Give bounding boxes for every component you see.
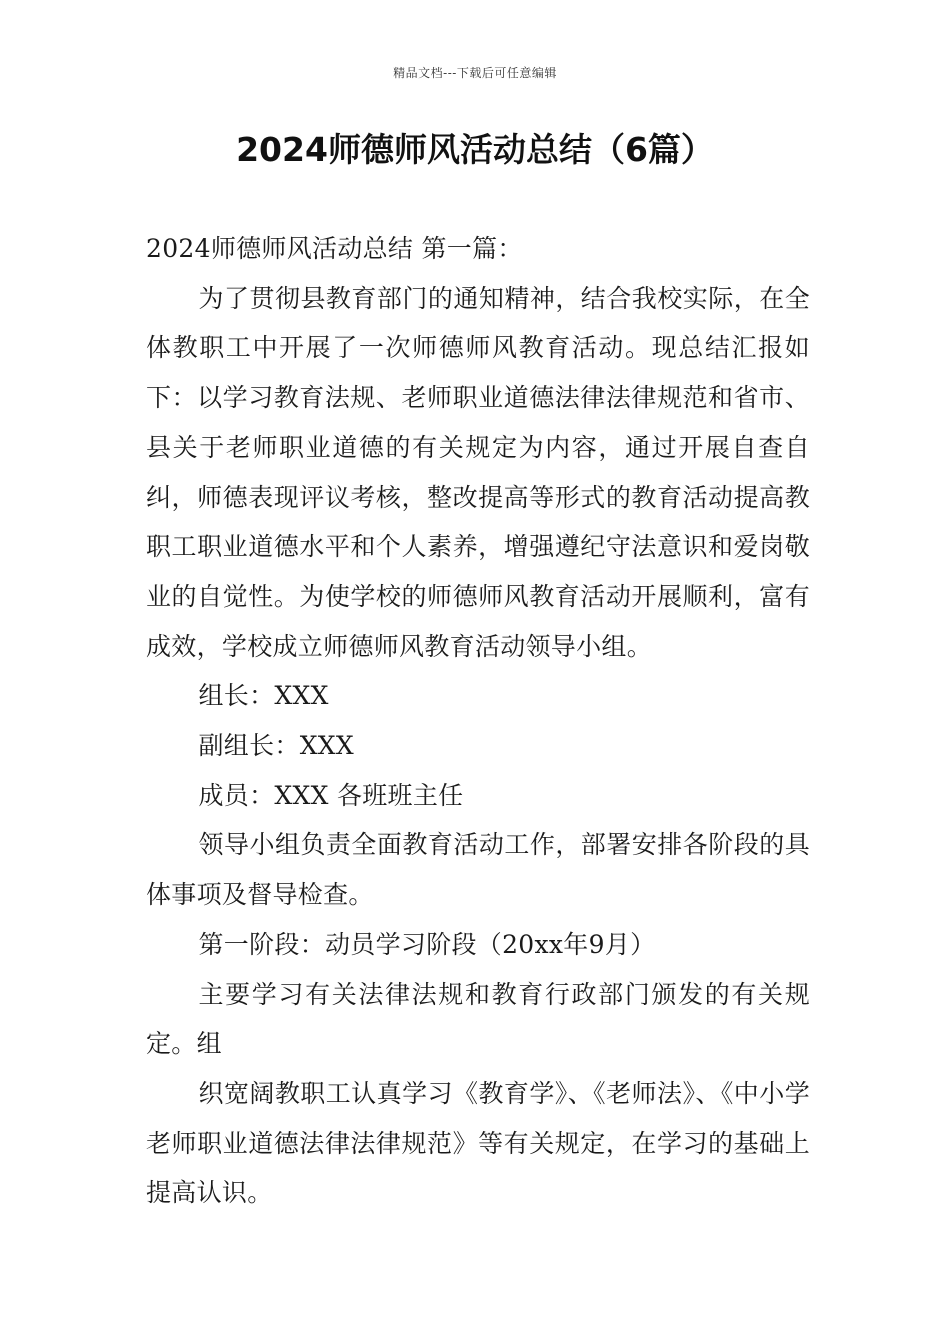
paragraph-study-organization: 织宽阔教职工认真学习《教育学》、《老师法》、《中小学老师职业道德法律法律规范》等有关规定，在学习的基础上提高认识。 <box>146 1078 810 1208</box>
paragraph-study-content: 主要学习有关法律法规和教育行政部门颁发的有关规定。组 <box>146 979 810 1059</box>
paragraph-members: 成员：XXX 各班班主任 <box>198 780 464 810</box>
paragraph-stage-one: 第一阶段：动员学习阶段（20xx年9月） <box>198 929 656 959</box>
paragraph-responsibilities: 领导小组负责全面教育活动工作，部署安排各阶段的具体事项及督导检查。 <box>146 830 810 910</box>
paragraph-leader: 组长：XXX <box>198 681 329 711</box>
paragraph-deputy-leader: 副组长：XXX <box>198 731 354 761</box>
document-title: 2024师德师风活动总结（6篇） <box>236 130 714 169</box>
section-heading: 2024师德师风活动总结 第一篇： <box>146 234 523 263</box>
header-note: 精品文档---下载后可任意编辑 <box>393 66 557 80</box>
document-body <box>146 224 810 1218</box>
paragraph-intro: 为了贯彻县教育部门的通知精神，结合我校实际，在全体教职工中开展了一次师德师风教育活动。现总结汇报如下：以学习教育法规、老师职业道德法律法律规范和省市、县关于老师职业道德的有关规定为内容，通过开展自查自纠，师德表现评议考核，整改提高等形式的教育活动提高教职工职业道德水平和个人素养，增强遵纪守法意识和爱岗敬业的自觉性。为使学校的师德师风教育活动开展顺利，富有成效，学校成立师德师风教育活动领导小组。 <box>146 283 810 661</box>
